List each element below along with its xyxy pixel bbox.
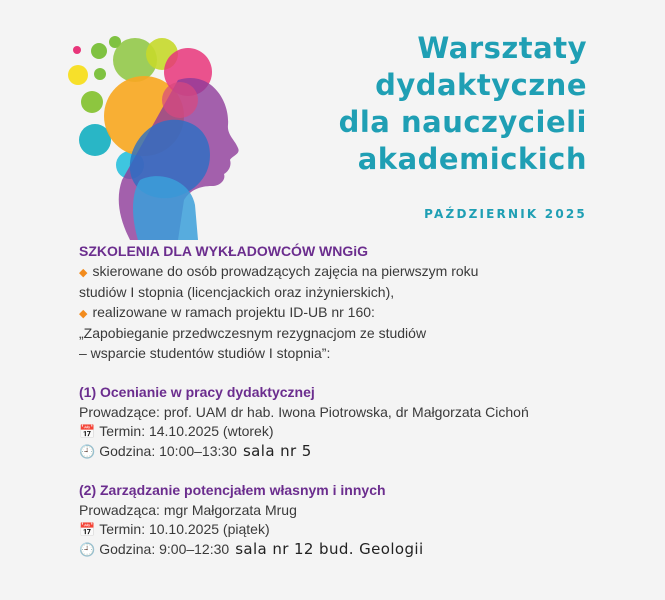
bullet-text: skierowane do osób prowadzących zajęcia na pierwszym roku [92, 262, 479, 279]
room-text: sala nr 5 [242, 441, 312, 460]
spacer [79, 461, 649, 481]
workshop-2-title: (2) Zarządzanie potencjałem własnym i innych [79, 482, 386, 498]
workshop-1-leaders: Prowadzące: prof. UAM dr hab. Iwona Piotrowska, dr Małgorzata Cichoń [79, 403, 529, 420]
workshop-1-time [79, 442, 649, 462]
workshop-1-date [79, 422, 649, 442]
workshop-2-time [79, 540, 649, 560]
workshop-2-leaders: Prowadząca: mgr Małgorzata Mrug [79, 501, 297, 518]
spacer [79, 363, 649, 383]
workshop-2-date [79, 520, 649, 540]
workshop-1-title: (1) Ocenianie w pracy dydaktycznej [79, 384, 315, 400]
calendar-icon: 📅 [79, 522, 96, 537]
time-text: Godzina: 10:00–13:30 [99, 442, 237, 459]
title-line: dla nauczycieli [338, 105, 587, 139]
bullet-continuation: studiów I stopnia (licencjackich oraz inżynierskich), [79, 284, 395, 300]
date-text: Termin: 14.10.2025 (wtorek) [99, 423, 274, 439]
title-line: dydaktyczne [375, 68, 587, 102]
date-text: Termin: 10.10.2025 (piątek) [99, 521, 270, 537]
title-line: akademickich [357, 142, 587, 176]
colorful-head-illustration [60, 30, 260, 240]
intro-heading: SZKOLENIA DLA WYKŁADOWCÓW WNGiG [79, 243, 369, 259]
clock-icon: 🕘 [79, 541, 96, 557]
quote-line: „Zapobieganie przedwczesnym rezygnacjom ze studiów [79, 325, 427, 341]
bullet-text: realizowane w ramach projektu ID-UB nr 160: [92, 303, 375, 320]
time-text: Godzina: 9:00–12:30 [99, 540, 230, 557]
bullet-line [79, 303, 649, 325]
room-text: sala nr 12 bud. Geologii [235, 539, 424, 558]
bullet-line [79, 262, 649, 284]
orange-diamond-icon: ◆ [79, 266, 88, 279]
quote-line: – wsparcie studentów studiów I stopnia”: [79, 344, 331, 361]
clock-icon: 🕘 [79, 443, 96, 459]
content [79, 242, 649, 559]
page-title [339, 30, 587, 178]
title-line: Warsztaty [417, 31, 587, 65]
calendar-icon: 📅 [79, 424, 96, 439]
orange-diamond-icon: ◆ [79, 307, 88, 320]
month-subtitle: PAŹDZIERNIK 2025 [424, 207, 587, 221]
